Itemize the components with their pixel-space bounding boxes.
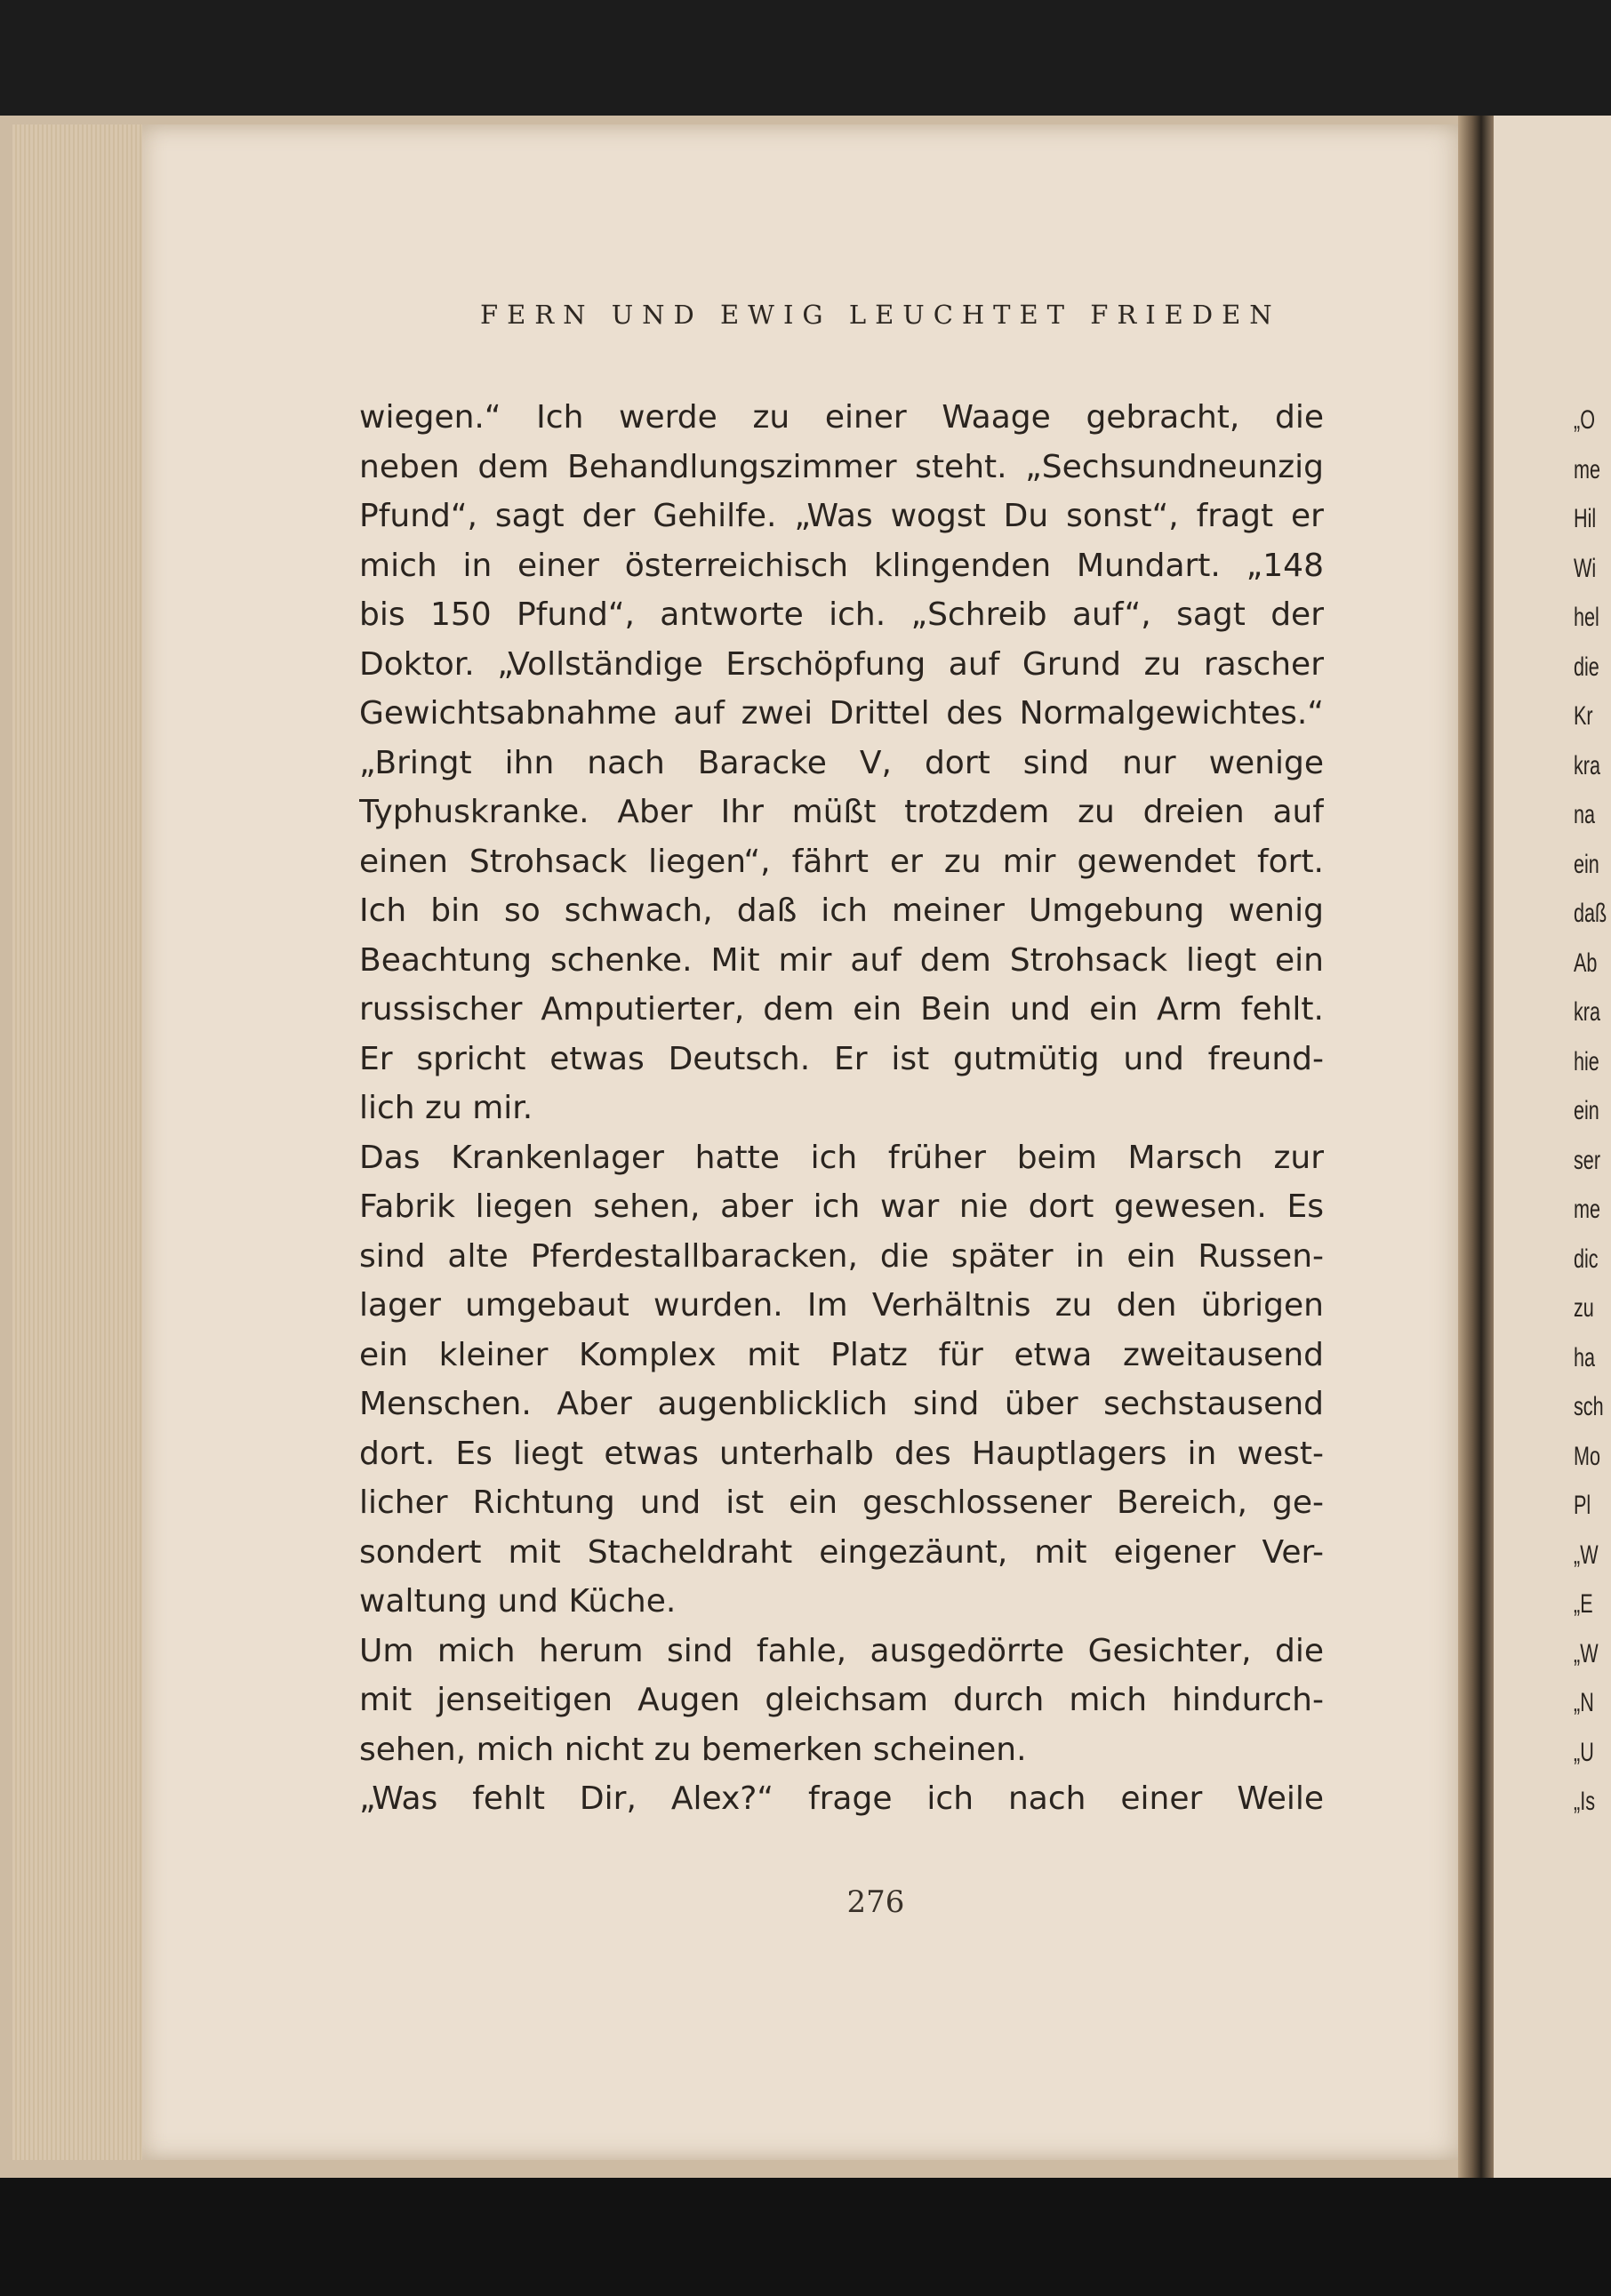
- text-fragment: me: [1574, 454, 1601, 484]
- text-fragment: hel: [1574, 603, 1599, 632]
- text-line: dort. Es liegt etwas unterhalb des Hauptlagers in west-: [359, 1435, 1324, 1472]
- text-fragment: ha: [1574, 1342, 1596, 1372]
- text-line: Typhuskranke. Aber Ihr müßt trotzdem zu dreien auf: [359, 794, 1324, 830]
- text-line: licher Richtung und ist ein geschlossener Bereich, ge-: [359, 1484, 1324, 1521]
- text-fragment: „N: [1574, 1688, 1594, 1717]
- text-fragment: „Is: [1574, 1787, 1595, 1816]
- running-header: FERN UND EWIG LEUCHTET FRIEDEN: [480, 300, 1281, 330]
- text-line: sind alte Pferdestallbaracken, die später in ein Russen-: [359, 1237, 1324, 1275]
- body-text: [359, 393, 1324, 1824]
- text-fragment: „W: [1574, 1540, 1599, 1570]
- text-fragment: me: [1574, 1195, 1601, 1224]
- text-line: Gewichtsabnahme auf zwei Drittel des Normalgewichtes.“: [359, 695, 1324, 732]
- text-line: ein kleiner Komplex mit Platz für etwa zweitausend: [359, 1336, 1324, 1373]
- text-line: Doktor. „Vollständige Erschöpfung auf Grund zu rascher: [359, 645, 1324, 683]
- text-fragment: daß: [1574, 899, 1607, 928]
- text-fragment: Mo: [1574, 1441, 1601, 1471]
- text-line: lager umgebaut wurden. Im Verhältnis zu den übrigen: [359, 1287, 1324, 1324]
- text-line: russischer Amputierter, dem ein Bein und ein Arm fehlt.: [359, 991, 1324, 1028]
- text-fragment: „U: [1574, 1737, 1594, 1767]
- text-fragment: kra: [1574, 997, 1601, 1027]
- book-gutter: [1458, 116, 1494, 2178]
- text-line: sehen, mich nicht zu bemerken scheinen.: [359, 1731, 1027, 1768]
- text-fragment: Wi: [1574, 553, 1597, 583]
- text-line: Menschen. Aber augenblicklich sind über sechstausend: [359, 1386, 1324, 1422]
- text-fragment: Ab: [1574, 948, 1598, 978]
- page-stack-edge: [12, 124, 155, 2160]
- text-fragment: „O: [1574, 405, 1595, 435]
- text-fragment: zu: [1574, 1293, 1594, 1323]
- text-line: neben dem Behandlungszimmer steht. „Sechsundneunzig: [359, 448, 1324, 485]
- text-fragment: ein: [1574, 1096, 1599, 1125]
- text-line: mit jenseitigen Augen gleichsam durch mich hindurch-: [359, 1682, 1324, 1718]
- text-line: bis 150 Pfund“, antworte ich. „Schreib auf“, sagt der: [359, 596, 1324, 633]
- text-fragment: dic: [1574, 1244, 1599, 1274]
- text-line: Um mich herum sind fahle, ausgedörrte Gesichter, die: [359, 1632, 1324, 1669]
- text-line: wiegen.“ Ich werde zu einer Waage gebracht, die: [359, 399, 1324, 436]
- text-line: Fabrik liegen sehen, aber ich war nie dort gewesen. Es: [359, 1188, 1324, 1225]
- text-line: Das Krankenlager hatte ich früher beim Marsch zur: [359, 1139, 1324, 1176]
- text-line: lich zu mir.: [359, 1090, 533, 1126]
- text-line: sondert mit Stacheldraht eingezäunt, mit eigener Ver-: [359, 1533, 1324, 1571]
- text-fragment: die: [1574, 652, 1599, 682]
- text-line: Beachtung schenke. Mit mir auf dem Strohsack liegt ein: [359, 941, 1324, 979]
- text-fragment: „E: [1574, 1589, 1593, 1619]
- text-line: Ich bin so schwach, daß ich meiner Umgebung wenig: [359, 892, 1324, 929]
- text-line: Er spricht etwas Deutsch. Er ist gutmütig und freund-: [359, 1040, 1324, 1077]
- right-page-text: [1574, 396, 1611, 1827]
- text-line: waltung und Küche.: [359, 1583, 677, 1620]
- text-line: mich in einer österreichisch klingenden Mundart. „148: [359, 547, 1324, 584]
- text-fragment: Kr: [1574, 701, 1593, 731]
- text-line: Pfund“, sagt der Gehilfe. „Was wogst Du sonst“, fragt er: [359, 498, 1324, 534]
- text-fragment: sch: [1574, 1392, 1604, 1421]
- text-fragment: Pl: [1574, 1491, 1591, 1520]
- text-fragment: Hil: [1574, 504, 1597, 533]
- text-fragment: na: [1574, 800, 1596, 829]
- text-line: einen Strohsack liegen“, fährt er zu mir gewendet fort.: [359, 843, 1324, 880]
- text-fragment: kra: [1574, 750, 1601, 780]
- page-number: 276: [846, 1884, 905, 1920]
- text-line: „Was fehlt Dir, Alex?“ frage ich nach einer Weile: [359, 1780, 1324, 1817]
- text-fragment: „W: [1574, 1638, 1599, 1668]
- text-fragment: ser: [1574, 1145, 1601, 1175]
- text-fragment: hie: [1574, 1046, 1599, 1076]
- text-fragment: ein: [1574, 849, 1599, 879]
- text-line: „Bringt ihn nach Baracke V, dort sind nur wenige: [359, 744, 1324, 781]
